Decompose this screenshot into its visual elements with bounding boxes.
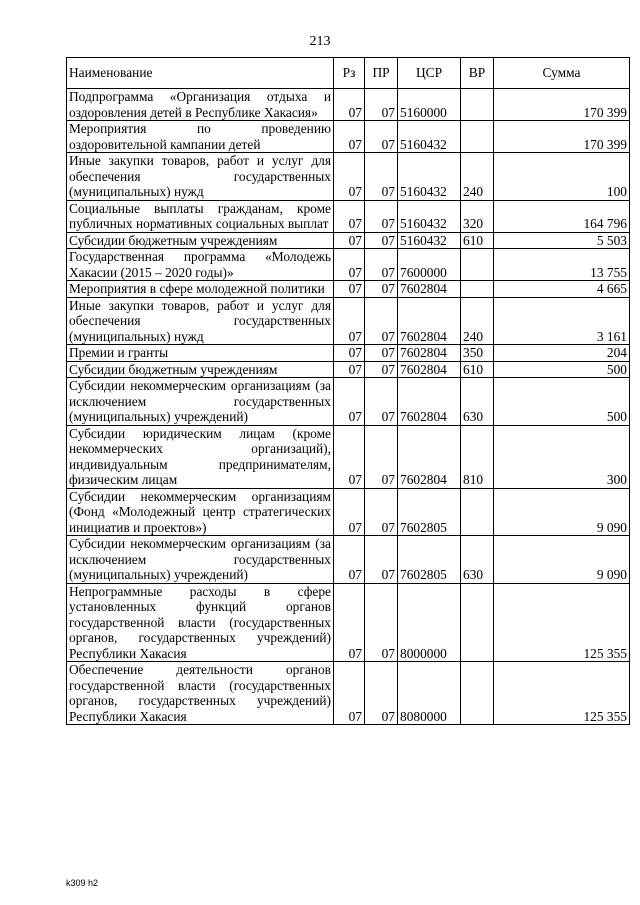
cell-sum: 100 xyxy=(494,153,630,201)
cell-rz: 07 xyxy=(334,281,365,298)
cell-name: Субсидии бюджетным учреждениям xyxy=(67,232,334,249)
cell-sum: 164 796 xyxy=(494,200,630,232)
header-name: Наименование xyxy=(67,58,334,89)
cell-name: Обеспечение деятельности органов государственной власти (государственных органов, государственных учреждений) Республики Хакасия xyxy=(67,662,334,725)
cell-sum: 125 355 xyxy=(494,583,630,662)
cell-name: Премии и гранты xyxy=(67,345,334,362)
cell-vr: 320 xyxy=(461,200,494,232)
cell-pr: 07 xyxy=(365,89,398,121)
cell-vr: 350 xyxy=(461,345,494,362)
cell-rz: 07 xyxy=(334,297,365,345)
cell-csr: 5160432 xyxy=(398,232,461,249)
cell-pr: 07 xyxy=(365,345,398,362)
cell-vr xyxy=(461,281,494,298)
cell-csr: 7602804 xyxy=(398,361,461,378)
cell-vr: 610 xyxy=(461,232,494,249)
cell-name: Субсидии некоммерческим организациям (за исключением государственных (муниципальных) учреждений) xyxy=(67,536,334,584)
cell-rz: 07 xyxy=(334,583,365,662)
cell-name: Субсидии юридическим лицам (кроме некоммерческих организаций), индивидуальным предпринимателям, физическим лицам xyxy=(67,425,334,488)
cell-pr: 07 xyxy=(365,662,398,725)
table-row xyxy=(67,378,630,426)
cell-csr: 7602804 xyxy=(398,345,461,362)
cell-csr: 7600000 xyxy=(398,249,461,281)
cell-sum: 500 xyxy=(494,378,630,426)
cell-csr: 5160000 xyxy=(398,89,461,121)
cell-sum: 500 xyxy=(494,361,630,378)
cell-vr: 630 xyxy=(461,536,494,584)
table-row xyxy=(67,232,630,249)
cell-pr: 07 xyxy=(365,121,398,153)
cell-rz: 07 xyxy=(334,662,365,725)
cell-name: Субсидии некоммерческим организациям (за исключением государственных (муниципальных) учреждений) xyxy=(67,378,334,426)
cell-rz: 07 xyxy=(334,378,365,426)
cell-name: Мероприятия по проведению оздоровительной кампании детей xyxy=(67,121,334,153)
cell-name: Субсидии бюджетным учреждениям xyxy=(67,361,334,378)
cell-sum: 125 355 xyxy=(494,662,630,725)
cell-pr: 07 xyxy=(365,361,398,378)
cell-sum: 3 161 xyxy=(494,297,630,345)
cell-rz: 07 xyxy=(334,249,365,281)
cell-pr: 07 xyxy=(365,249,398,281)
cell-name: Непрограммные расходы в сфере установленных функций органов государственной власти (государственных органов, государственных учреждений) Республики Хакасия xyxy=(67,583,334,662)
cell-sum: 4 665 xyxy=(494,281,630,298)
cell-pr: 07 xyxy=(365,378,398,426)
cell-vr: 810 xyxy=(461,425,494,488)
cell-rz: 07 xyxy=(334,232,365,249)
cell-sum: 170 399 xyxy=(494,89,630,121)
table-row xyxy=(67,281,630,298)
cell-vr: 240 xyxy=(461,297,494,345)
table-row xyxy=(67,662,630,725)
cell-rz: 07 xyxy=(334,89,365,121)
cell-rz: 07 xyxy=(334,488,365,536)
cell-sum: 300 xyxy=(494,425,630,488)
table-header-row xyxy=(67,58,630,89)
cell-pr: 07 xyxy=(365,583,398,662)
budget-table xyxy=(66,57,630,725)
cell-pr: 07 xyxy=(365,232,398,249)
cell-vr: 630 xyxy=(461,378,494,426)
cell-pr: 07 xyxy=(365,281,398,298)
cell-csr: 7602804 xyxy=(398,378,461,426)
cell-sum: 170 399 xyxy=(494,121,630,153)
page-number: 213 xyxy=(309,34,331,49)
cell-vr xyxy=(461,249,494,281)
table-row xyxy=(67,425,630,488)
cell-sum: 204 xyxy=(494,345,630,362)
table-row xyxy=(67,297,630,345)
table-row xyxy=(67,345,630,362)
cell-name: Подпрограмма «Организация отдыха и оздоровления детей в Республике Хакасия» xyxy=(67,89,334,121)
table-row xyxy=(67,583,630,662)
cell-name: Иные закупки товаров, работ и услуг для обеспечения государственных (муниципальных) нужд xyxy=(67,153,334,201)
cell-vr: 240 xyxy=(461,153,494,201)
cell-vr: 610 xyxy=(461,361,494,378)
cell-pr: 07 xyxy=(365,297,398,345)
cell-vr xyxy=(461,488,494,536)
table-row xyxy=(67,89,630,121)
footer-code: k309 h2 xyxy=(66,878,99,888)
cell-name: Государственная программа «Молодежь Хакасии (2015 – 2020 годы)» xyxy=(67,249,334,281)
cell-csr: 8080000 xyxy=(398,662,461,725)
cell-rz: 07 xyxy=(334,121,365,153)
table-row xyxy=(67,536,630,584)
cell-pr: 07 xyxy=(365,153,398,201)
cell-rz: 07 xyxy=(334,425,365,488)
table-row xyxy=(67,200,630,232)
cell-vr xyxy=(461,583,494,662)
cell-name: Субсидии некоммерческим организациям (Фонд «Молодежный центр стратегических инициатив и проектов») xyxy=(67,488,334,536)
table-row xyxy=(67,488,630,536)
cell-pr: 07 xyxy=(365,200,398,232)
cell-sum: 9 090 xyxy=(494,488,630,536)
cell-sum: 13 755 xyxy=(494,249,630,281)
cell-vr xyxy=(461,89,494,121)
cell-csr: 7602804 xyxy=(398,281,461,298)
header-sum: Сумма xyxy=(494,58,630,89)
table-row xyxy=(67,361,630,378)
cell-csr: 7602804 xyxy=(398,297,461,345)
cell-csr: 7602805 xyxy=(398,488,461,536)
cell-pr: 07 xyxy=(365,425,398,488)
cell-name: Мероприятия в сфере молодежной политики xyxy=(67,281,334,298)
table-body xyxy=(67,89,630,725)
cell-csr: 8000000 xyxy=(398,583,461,662)
cell-csr: 5160432 xyxy=(398,153,461,201)
cell-csr: 5160432 xyxy=(398,121,461,153)
cell-sum: 9 090 xyxy=(494,536,630,584)
cell-rz: 07 xyxy=(334,345,365,362)
table-row xyxy=(67,249,630,281)
cell-csr: 7602804 xyxy=(398,425,461,488)
cell-name: Иные закупки товаров, работ и услуг для обеспечения государственных (муниципальных) нужд xyxy=(67,297,334,345)
cell-pr: 07 xyxy=(365,488,398,536)
header-csr: ЦСР xyxy=(398,58,461,89)
header-vr: ВР xyxy=(461,58,494,89)
cell-vr xyxy=(461,121,494,153)
cell-rz: 07 xyxy=(334,536,365,584)
cell-csr: 7602805 xyxy=(398,536,461,584)
cell-rz: 07 xyxy=(334,361,365,378)
cell-rz: 07 xyxy=(334,200,365,232)
cell-sum: 5 503 xyxy=(494,232,630,249)
cell-pr: 07 xyxy=(365,536,398,584)
table-row xyxy=(67,153,630,201)
cell-name: Социальные выплаты гражданам, кроме публичных нормативных социальных выплат xyxy=(67,200,334,232)
cell-vr xyxy=(461,662,494,725)
cell-rz: 07 xyxy=(334,153,365,201)
cell-csr: 5160432 xyxy=(398,200,461,232)
header-rz: Рз xyxy=(334,58,365,89)
header-pr: ПР xyxy=(365,58,398,89)
table-row xyxy=(67,121,630,153)
